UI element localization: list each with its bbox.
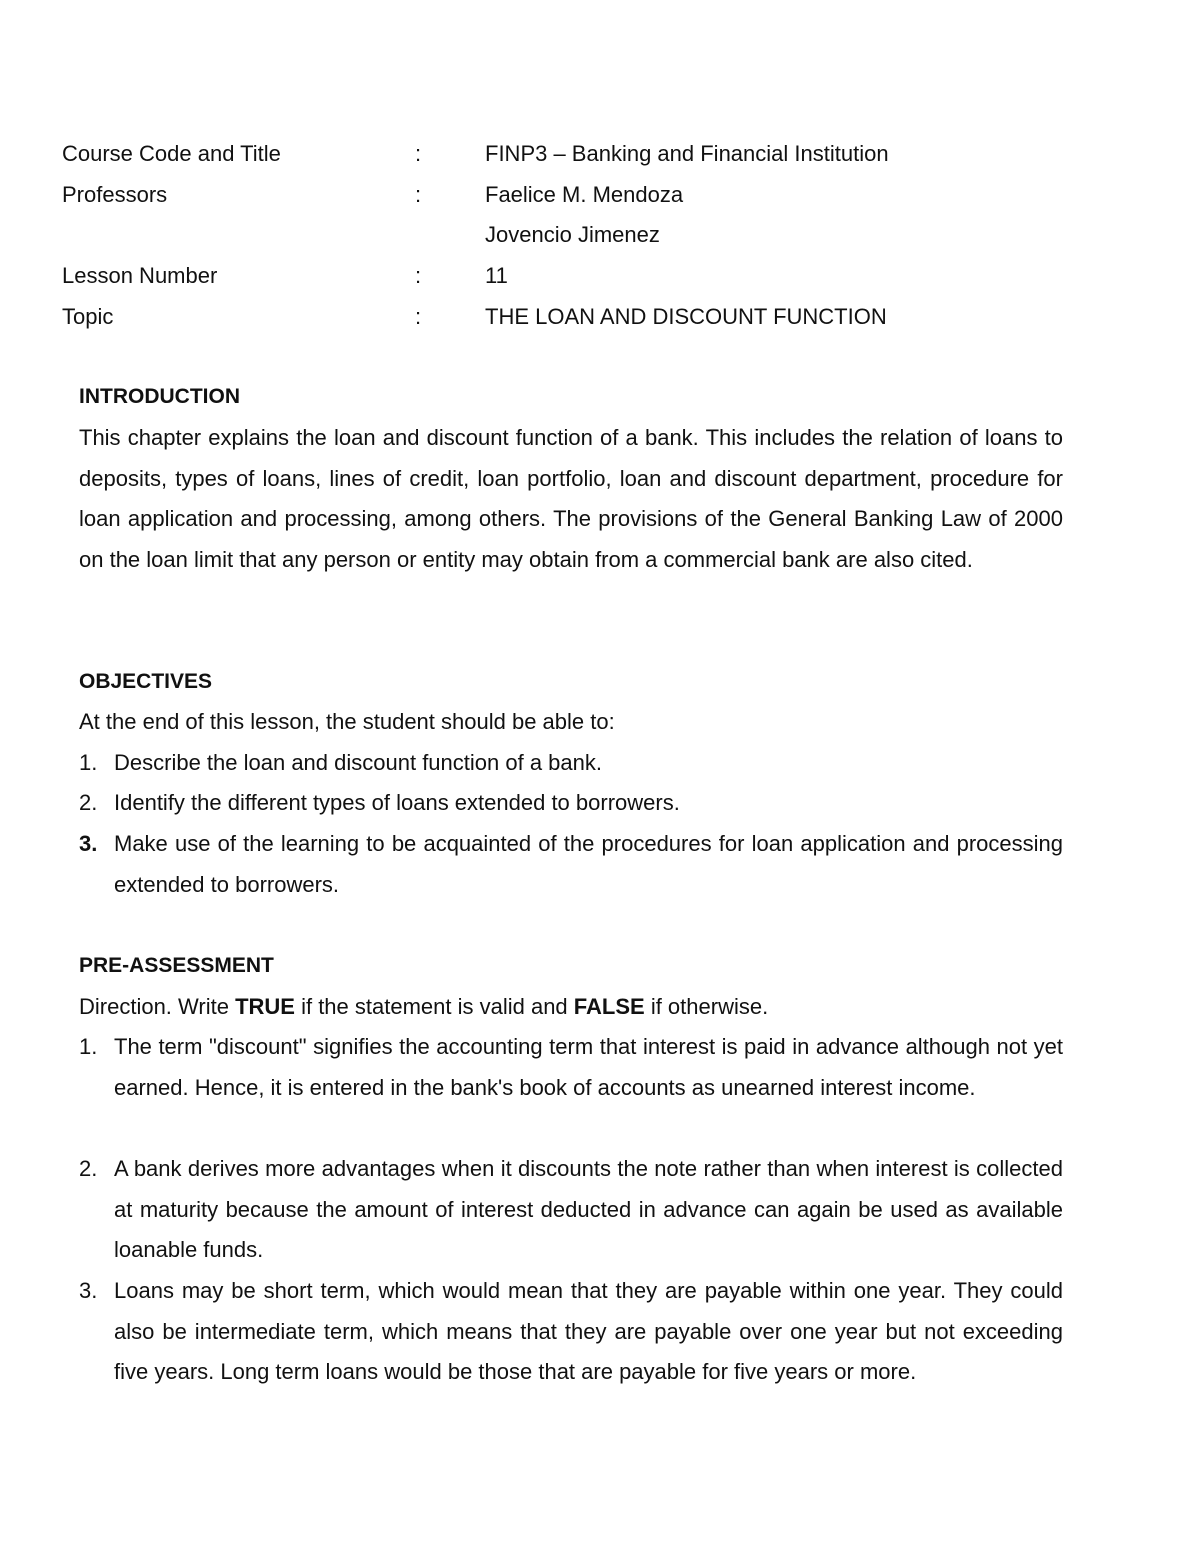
info-row-professors [62, 180, 1062, 210]
info-colon: : [415, 141, 422, 166]
info-colon: : [415, 304, 422, 329]
info-row-topic [62, 302, 1062, 332]
list-text: The term "discount" signifies the accounting term that interest is paid in advance although not yet earned. Hence, it is entered in the bank's book of accounts as unearned interest income. [114, 1034, 1063, 1100]
pre-assessment-heading: PRE-ASSESSMENT [79, 954, 274, 977]
info-value: Jovencio Jimenez [485, 222, 660, 247]
list-text: A bank derives more advantages when it discounts the note rather than when interest is collected at maturity because the amount of interest deducted in advance can again be used as available loanable funds. [114, 1156, 1063, 1263]
introduction-heading: INTRODUCTION [79, 385, 240, 408]
list-number: 2. [79, 790, 98, 815]
objectives-heading: OBJECTIVES [79, 670, 213, 693]
list-number: 3. [79, 1278, 98, 1303]
info-row-lesson-number [62, 261, 1062, 291]
list-text: Make use of the learning to be acquainted of the procedures for loan application and processing extended to borrowers. [114, 831, 1063, 897]
info-row-course [62, 139, 1062, 169]
list-number: 1. [79, 1034, 98, 1059]
list-text: Describe the loan and discount function of a bank. [114, 750, 602, 775]
direction-prefix: Direction. Write [79, 994, 236, 1019]
direction-false: FALSE [573, 994, 645, 1019]
info-value: THE LOAN AND DISCOUNT FUNCTION [485, 304, 887, 329]
list-number: 1. [79, 750, 98, 775]
objectives-intro: At the end of this lesson, the student should be able to: [79, 709, 615, 734]
list-text: Loans may be short term, which would mean that they are payable within one year. They could also be intermediate term, which means that they are payable over one year but not exceeding five years. Long term loans would be those that are payable for five years or more. [114, 1278, 1063, 1385]
info-value: 11 [485, 263, 508, 288]
info-value: Faelice M. Mendoza [485, 182, 684, 207]
info-label: Topic [62, 304, 114, 329]
info-row-professor-2 [62, 220, 1062, 250]
introduction-text: This chapter explains the loan and discount function of a bank. This includes the relation of loans to deposits, types of loans, lines of credit, loan portfolio, loan and discount department, procedure for loan application and processing, among others. The provisions of the General Banking Law of 2000 on the loan limit that any person or entity may obtain from a commercial bank are also cited. [79, 425, 1063, 573]
info-label: Course Code and Title [62, 141, 281, 166]
info-label: Lesson Number [62, 263, 218, 288]
list-number: 3. [79, 831, 98, 856]
direction-middle: if the statement is valid and [294, 994, 574, 1019]
list-text: Identify the different types of loans extended to borrowers. [114, 790, 680, 815]
info-colon: : [415, 263, 422, 288]
info-colon: : [415, 182, 422, 207]
direction-suffix: if otherwise. [644, 994, 769, 1019]
info-label: Professors [62, 182, 168, 207]
list-number: 2. [79, 1156, 98, 1181]
info-value: FINP3 – Banking and Financial Institution [485, 141, 889, 166]
pre-assessment-direction [79, 992, 768, 1022]
direction-true: TRUE [235, 994, 295, 1019]
